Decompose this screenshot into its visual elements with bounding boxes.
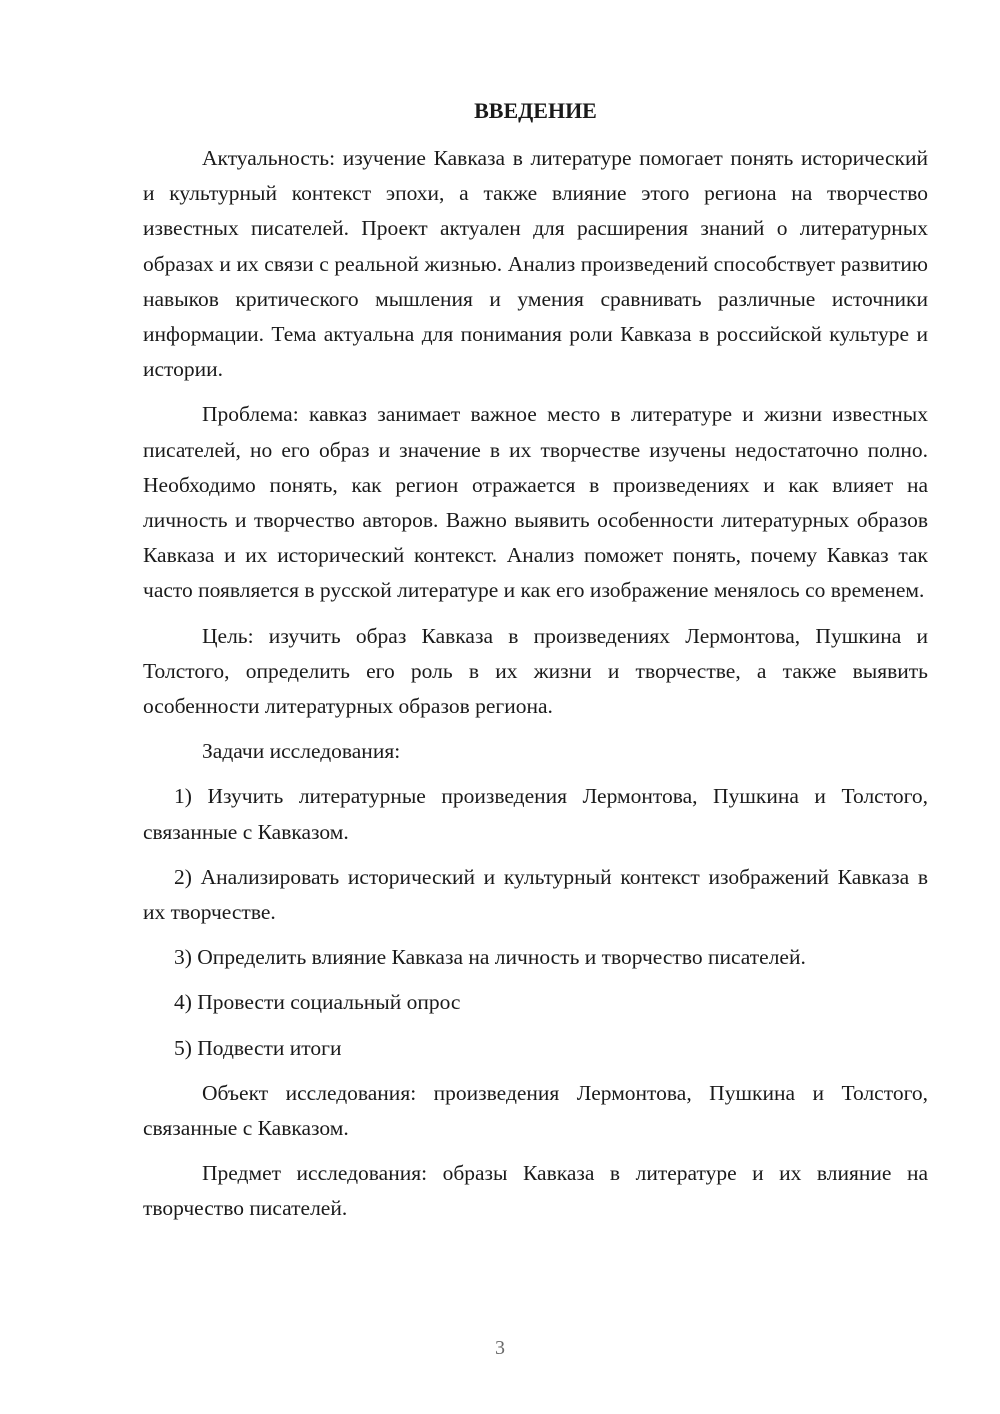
problem-paragraph: Проблема: кавказ занимает важное место в литературе и жизни известных писателей, но его образ и значение в их творчестве изучены недостаточно полно. Необходимо понять, как регион отражается в произведениях и как влияет на личность и творчество авторов. Важно выявить особенности литературных образов Кавказа и их исторический контекст. Анализ поможет понять, почему Кавказ так часто появляется в русской литературе и как его изображение менялось со временем. <box>143 402 928 603</box>
object-paragraph: Объект исследования: произведения Лермонтова, Пушкина и Толстого, связанные с Кавказом. <box>143 1080 928 1141</box>
task-item: 5) Подвести итоги <box>174 1035 342 1060</box>
task-item: 2) Анализировать исторический и культурный контекст изображений Кавказа в их творчестве. <box>143 864 928 925</box>
tasks-heading: Задачи исследования: <box>202 739 401 764</box>
page-number: 3 <box>495 1337 505 1359</box>
task-item: 4) Провести социальный опрос <box>174 990 461 1015</box>
task-item: 3) Определить влияние Кавказа на личность и творчество писателей. <box>174 945 806 970</box>
subject-paragraph: Предмет исследования: образы Кавказа в литературе и их влияние на творчество писателей. <box>143 1161 928 1221</box>
page-title: ВВЕДЕНИЕ <box>474 98 597 123</box>
task-item: 1) Изучить литературные произведения Лермонтова, Пушкина и Толстого, связанные с Кавказом. <box>143 784 928 844</box>
document-body <box>143 141 928 1237</box>
relevance-paragraph: Актуальность: изучение Кавказа в литературе помогает понять исторический и культурный контекст эпохи, а также влияние этого региона на творчество известных писателей. Проект актуален для расширения знаний о литературных образах и их связи с реальной жизнью. Анализ произведений способствует развитию навыков критического мышления и умения сравнивать различные источники информации. Тема актуальна для понимания роли Кавказа в российской культуре и истории. <box>143 146 928 382</box>
goal-paragraph: Цель: изучить образ Кавказа в произведениях Лермонтова, Пушкина и Толстого, определить его роль в их жизни и творчестве, а также выявить особенности литературных образов региона. <box>143 623 928 719</box>
